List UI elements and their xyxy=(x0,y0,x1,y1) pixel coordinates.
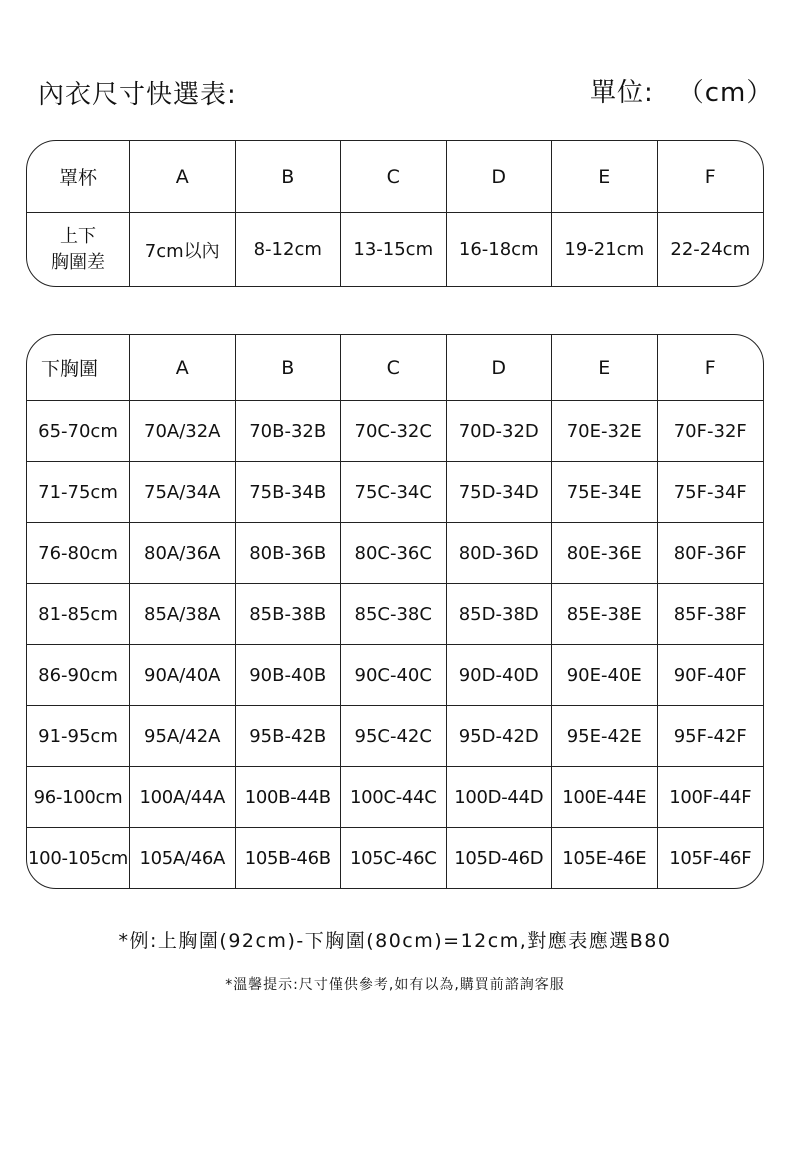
size-cell: 75B-34B xyxy=(236,462,342,523)
size-cell: 100A/44A xyxy=(130,767,236,828)
size-header-e: E xyxy=(552,335,658,401)
size-cell: 70E-32E xyxy=(552,401,658,462)
bust-difference-label xyxy=(27,213,130,286)
page-title: 內衣尺寸快選表: xyxy=(38,80,237,110)
table-row xyxy=(27,767,763,828)
underbust-range-cell: 96-100cm xyxy=(27,767,130,828)
size-cell: 85D-38D xyxy=(447,584,553,645)
size-cell: 85B-38B xyxy=(236,584,342,645)
diff-cell-f: 22-24cm xyxy=(670,239,751,260)
underbust-range-cell: 81-85cm xyxy=(27,584,130,645)
size-cell: 90E-40E xyxy=(552,645,658,706)
size-cell: 75F-34F xyxy=(658,462,764,523)
size-cell: 100F-44F xyxy=(658,767,764,828)
cup-header-f: F xyxy=(658,141,764,213)
underbust-range-cell: 86-90cm xyxy=(27,645,130,706)
size-cell: 105D-46D xyxy=(447,828,553,888)
size-cell: 70F-32F xyxy=(658,401,764,462)
underbust-size-table xyxy=(26,334,764,889)
table-row xyxy=(27,706,763,767)
size-header-c: C xyxy=(341,335,447,401)
underbust-range-cell: 71-75cm xyxy=(27,462,130,523)
size-cell: 90A/40A xyxy=(130,645,236,706)
size-header-b: B xyxy=(236,335,342,401)
underbust-range-cell: 100-105cm xyxy=(27,828,130,888)
size-cell: 90B-40B xyxy=(236,645,342,706)
table-row xyxy=(27,828,763,888)
underbust-range-cell: 91-95cm xyxy=(27,706,130,767)
table-row xyxy=(27,523,763,584)
size-cell: 70A/32A xyxy=(130,401,236,462)
diff-cell-b: 8-12cm xyxy=(236,213,342,286)
table-row xyxy=(27,584,763,645)
size-cell: 95B-42B xyxy=(236,706,342,767)
unit-indicator xyxy=(590,72,773,109)
size-cell: 80A/36A xyxy=(130,523,236,584)
table-row xyxy=(27,645,763,706)
size-cell: 95D-42D xyxy=(447,706,553,767)
size-cell: 75A/34A xyxy=(130,462,236,523)
size-cell: 105C-46C xyxy=(341,828,447,888)
cup-header-row xyxy=(27,141,763,213)
unit-label: 單位: xyxy=(590,78,654,108)
unit-value: （cm） xyxy=(677,78,774,108)
size-corner-cell: 下胸圍 xyxy=(27,335,130,401)
cup-header-d: D xyxy=(447,141,553,213)
underbust-range-cell: 76-80cm xyxy=(27,523,130,584)
size-cell: 95C-42C xyxy=(341,706,447,767)
size-cell: 75E-34E xyxy=(552,462,658,523)
bust-difference-label-line2: 胸圍差 xyxy=(51,251,105,273)
cup-corner-cell: 罩杯 xyxy=(27,141,130,213)
size-cell: 80F-36F xyxy=(658,523,764,584)
size-cell: 85E-38E xyxy=(552,584,658,645)
table-row xyxy=(27,462,763,523)
size-cell: 75C-34C xyxy=(341,462,447,523)
table-row xyxy=(27,401,763,462)
size-cell: 105B-46B xyxy=(236,828,342,888)
diff-cell-a: 7cm以內 xyxy=(130,213,236,286)
size-cell: 80D-36D xyxy=(447,523,553,584)
size-cell: 95E-42E xyxy=(552,706,658,767)
underbust-range-cell: 65-70cm xyxy=(27,401,130,462)
size-cell: 85A/38A xyxy=(130,584,236,645)
size-cell: 100C-44C xyxy=(341,767,447,828)
size-cell: 80E-36E xyxy=(552,523,658,584)
cup-header-a: A xyxy=(130,141,236,213)
size-cell: 70B-32B xyxy=(236,401,342,462)
bust-difference-row xyxy=(27,213,763,286)
size-cell: 90C-40C xyxy=(341,645,447,706)
size-cell: 90F-40F xyxy=(658,645,764,706)
tip-note: *溫馨提示:尺寸僅供參考,如有以為,購買前諮詢客服 xyxy=(225,977,565,993)
size-cell: 100B-44B xyxy=(236,767,342,828)
size-cell: 100D-44D xyxy=(447,767,553,828)
size-cell: 95F-42F xyxy=(658,706,764,767)
bust-difference-label-line1: 上下 xyxy=(60,225,96,247)
size-header-row xyxy=(27,335,763,401)
size-cell: 105A/46A xyxy=(130,828,236,888)
diff-cell-c: 13-15cm xyxy=(341,213,447,286)
size-cell: 100E-44E xyxy=(552,767,658,828)
size-header-a: A xyxy=(130,335,236,401)
size-cell: 85C-38C xyxy=(341,584,447,645)
example-note: *例:上胸圍(92cm)-下胸圍(80cm)=12cm,對應表應選B80 xyxy=(118,930,672,952)
diff-cell-e: 19-21cm xyxy=(552,213,658,286)
size-cell: 80C-36C xyxy=(341,523,447,584)
cup-header-e: E xyxy=(552,141,658,213)
size-cell: 95A/42A xyxy=(130,706,236,767)
size-cell: 70C-32C xyxy=(341,401,447,462)
cup-header-b: B xyxy=(236,141,342,213)
size-cell: 85F-38F xyxy=(658,584,764,645)
cup-difference-table xyxy=(26,140,764,287)
size-cell: 105F-46F xyxy=(669,847,752,869)
size-cell: 105E-46E xyxy=(552,828,658,888)
cup-header-c: C xyxy=(341,141,447,213)
size-cell: 70D-32D xyxy=(447,401,553,462)
size-cell: 80B-36B xyxy=(236,523,342,584)
size-header-d: D xyxy=(447,335,553,401)
diff-cell-d: 16-18cm xyxy=(447,213,553,286)
size-cell: 90D-40D xyxy=(447,645,553,706)
size-header-f: F xyxy=(658,335,764,401)
size-cell: 75D-34D xyxy=(447,462,553,523)
